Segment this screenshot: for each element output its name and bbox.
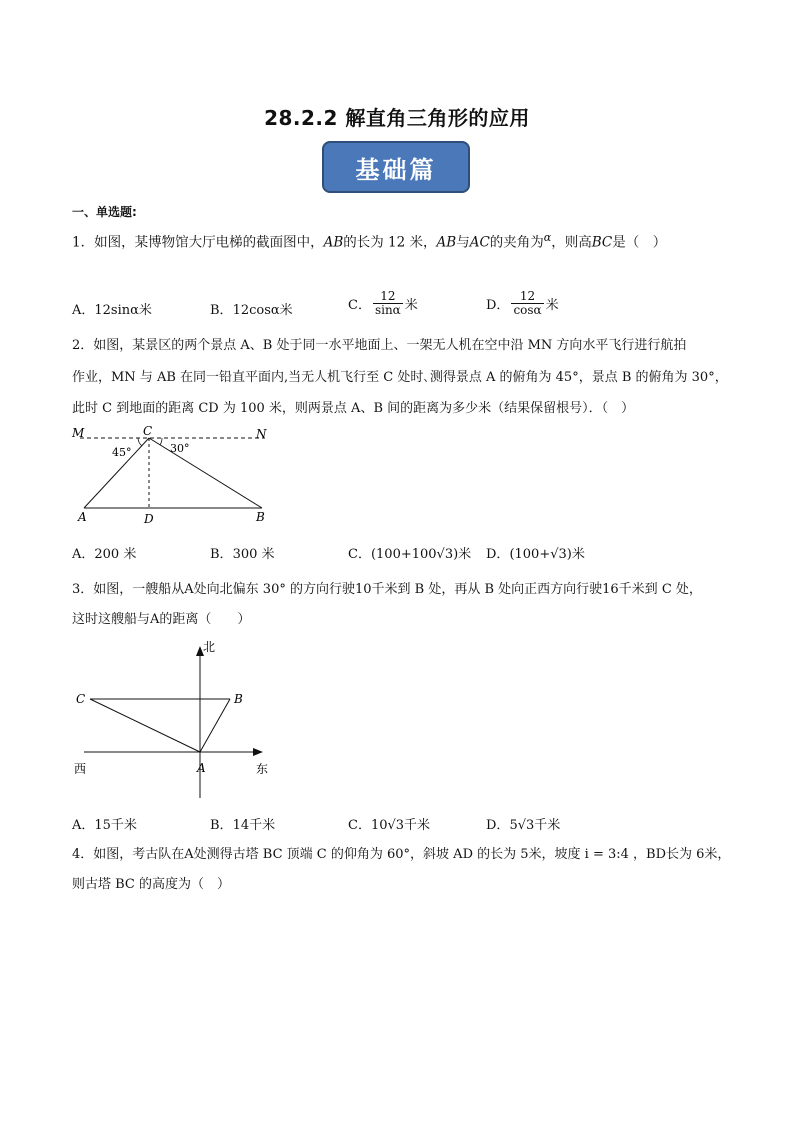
option-value: (100+100√3)米 (370, 547, 472, 562)
option-value: 5√3千米 (509, 818, 561, 833)
label-b: B (234, 692, 243, 706)
question-2-line-3: 此时 C 到地面的距离 CD 为 100 米，则两景点 A、B 间的距离为多少米（结果保留根号）．（ ） (72, 401, 635, 416)
question-4-line-2: 则古塔 BC 的高度为（ ） (72, 877, 231, 892)
label-m: M (72, 426, 85, 440)
q1-ac: AC (469, 234, 490, 251)
q1-text-f: 是（ ） (612, 234, 667, 251)
q1-number: 1． (72, 234, 95, 251)
question-1-text (72, 229, 666, 252)
q1-text-a: 如图，某博物馆大厅电梯的截面图中， (94, 234, 324, 251)
option-value: 14千米 (232, 818, 276, 833)
label-b: B (256, 510, 265, 524)
east-arrow-icon (253, 748, 263, 756)
q3-option-d[interactable] (486, 814, 560, 833)
option-label: C． (348, 818, 371, 833)
question-3-line-1: 3．如图，一艘船从A处向北偏东 30° 的方向行驶10千米到 B 处，再从 B 处向正西方向行驶16千米到 C 处， (72, 582, 702, 597)
q3-option-c[interactable] (348, 814, 430, 833)
option-value: (100+√3)米 (509, 547, 585, 562)
q2-option-b[interactable] (210, 543, 275, 562)
label-c: C (143, 424, 153, 438)
section-heading: 一、单选题: (72, 205, 137, 219)
question-3-line-2: 这时这艘船与A的距离（ ） (72, 612, 251, 627)
q1-text-e: ，则高 (551, 234, 592, 251)
label-c: C (76, 692, 86, 706)
q2-figure (70, 424, 280, 528)
label-west: 西 (74, 762, 87, 776)
q1-text-c: 与 (456, 234, 470, 251)
q2-option-d[interactable] (486, 543, 585, 562)
q1-text-d: 的夹角为 (489, 234, 544, 251)
label-a: A (197, 761, 206, 775)
q2-option-a[interactable] (72, 543, 136, 562)
option-label: A． (72, 547, 95, 562)
question-4-line-1: 4．如图，考古队在A处测得古塔 BC 顶端 C 的仰角为 60°，斜坡 AD 的长为 5米，坡度 i = 3:4 ，BD长为 6米， (72, 847, 731, 862)
segment-ab (200, 699, 230, 752)
segment-ca (90, 699, 200, 752)
fraction (373, 290, 403, 317)
option-value: 12sinα米 (94, 303, 152, 318)
label-a: A (78, 510, 87, 524)
segment-cb (149, 438, 262, 508)
q1-ab: AB (323, 234, 344, 251)
label-n: N (256, 427, 267, 441)
option-value: 12cosα米 (232, 303, 293, 318)
label-east: 东 (256, 762, 269, 776)
option-unit: 米 (545, 298, 559, 313)
q3-option-a[interactable] (72, 814, 137, 833)
angle-label-right: 30° (170, 442, 190, 455)
option-label: A． (72, 303, 95, 318)
option-label: B． (210, 818, 233, 833)
option-label: B． (210, 547, 233, 562)
option-label: C． (348, 298, 371, 313)
fraction (511, 290, 543, 317)
option-label: D． (486, 818, 510, 833)
fraction-numerator: 12 (511, 290, 543, 304)
q1-text-b: 的长为 12 米， (343, 234, 437, 251)
fraction-denominator: sinα (374, 303, 401, 317)
angle-arc-right (160, 438, 162, 445)
option-value: 200 米 (94, 547, 137, 562)
label-d: D (144, 512, 154, 526)
q1-option-a[interactable] (72, 299, 152, 318)
level-badge: 基础篇 (322, 141, 470, 193)
option-label: D． (486, 298, 510, 313)
q1-alpha: α (543, 231, 552, 244)
option-value: 10√3千米 (370, 818, 431, 833)
fraction-numerator: 12 (373, 290, 403, 304)
q1-bc: BC (591, 234, 613, 251)
label-north: 北 (203, 640, 216, 654)
angle-arc-left (138, 438, 142, 446)
question-2-line-1: 2．如图，某景区的两个景点 A、B 处于同一水平地面上、一架无人机在空中沿 MN 方向水平飞行进行航拍 (72, 338, 687, 353)
option-unit: 米 (404, 298, 418, 313)
question-2-line-2: 作业，MN 与 AB 在同一铅直平面内,当无人机飞行至 C 处时､测得景点 A 的俯角为 45°，景点 B 的俯角为 30°， (72, 370, 728, 385)
page-title: 28.2.2 解直角三角形的应用 (264, 106, 530, 130)
q3-figure (70, 636, 280, 802)
fraction-denominator: cosα (513, 303, 542, 317)
q1-ab-2: AB (436, 234, 457, 251)
option-label: D． (486, 547, 510, 562)
q1-option-b[interactable] (210, 299, 293, 318)
q1-option-c[interactable] (348, 290, 418, 317)
q2-option-c[interactable] (348, 543, 471, 562)
option-label: B． (210, 303, 233, 318)
q3-option-b[interactable] (210, 814, 275, 833)
q1-option-d[interactable] (486, 290, 559, 317)
angle-label-left: 45° (112, 446, 132, 459)
option-label: A． (72, 818, 95, 833)
option-label: C． (348, 547, 371, 562)
option-value: 300 米 (232, 547, 275, 562)
option-value: 15千米 (94, 818, 137, 833)
